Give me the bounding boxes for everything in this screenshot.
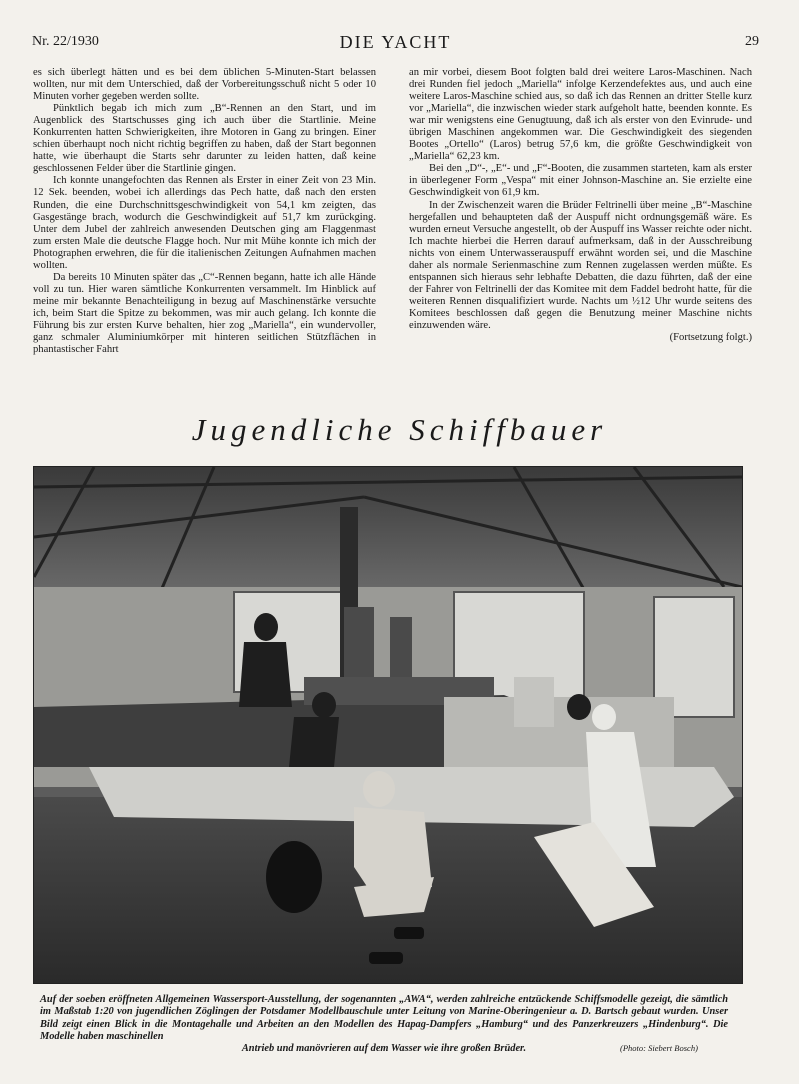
workshop-photo — [33, 466, 743, 984]
caption-text: Auf der soeben eröffneten Allgemeinen Wassersport-Ausstellung, der sogenannten „AWA“, werden zahlreiche entzückende Schiffsmodelle gezeigt, die sämtlich im Maßstab 1:20 von jugendlichen Zöglingen der Potsdamer Modellbauschule unter Leitung von Marine-Oberingenieur a. D. Bartsch gebaut wurden. Unser Bild zeigt einen Blick in die Montagehalle und Arbeiten an den Modellen des Hapag-Dampfers „Hamburg“ und des Panzerkreuzers „Hindenburg“. Die Modelle haben maschinellen — [40, 994, 728, 1042]
article-columns — [33, 67, 771, 392]
article-title: Jugendliche Schiffbauer — [191, 412, 608, 447]
magazine-title: DIE YACHT — [339, 32, 452, 52]
paragraph: Pünktlich begab ich mich zum „B“-Rennen an den Start, und im Augenblick des Startschusses ging ich auch über die Startlinie. Meine Konkurrenten hatten Schwierigkeiten, ihre Motoren in Gang zu bringen. Einer schien überhaupt noch nicht richtig begriffen zu haben, daß der Start begonnen hatte, wie überhaupt die Starts sehr darunter zu leiden hatten, daß keine geschlossenen Felder über die Startlinie gingen. — [33, 103, 376, 175]
photo-credit: (Photo: Siebert Bosch) — [620, 1043, 698, 1053]
page-number: 29 — [745, 34, 759, 49]
issue-number: Nr. 22/1930 — [32, 34, 99, 49]
paragraph: es sich überlegt hätten und es bei dem üblichen 5-Minuten-Start belassen wollten, nur mit dem Unterschied, daß der Vorbereitungsschuß nicht 5 oder 10 Minuten vorher gegeben werden sollte. — [33, 67, 376, 103]
right-column — [409, 67, 752, 344]
left-column — [33, 67, 376, 356]
paragraph: Ich konnte unangefochten das Rennen als Erster in einer Zeit von 23 Min. 12 Sek. beenden, wobei ich allerdings das Pech hatte, daß nach den ersten Runden, die eine Durchschnittsgeschwindigkeit von 54,1 km zeigten, das Gasgestänge brach, wodurch die Geschwindigkeit auf 51,7 km zurückging. Unter dem Jubel der zahlreich anwesenden Deutschen ging am Flaggenmast zum ersten Male die deutsche Flagge hoch. Nur mit Mühe konnte ich mich der Photographen erwehren, die für die italienischen Zeitungen Aufnahmen machen wollten. — [33, 175, 376, 271]
caption-last-line: Antrieb und manövrieren auf dem Wasser wie ihre großen Brüder. — [241, 1043, 527, 1055]
continuation-note: (Fortsetzung folgt.) — [669, 332, 752, 344]
page-header — [32, 30, 759, 52]
paragraph: an mir vorbei, diesem Boot folgten bald drei weitere Laros-Maschinen. Nach drei Runden fiel jedoch „Mariella“ infolge Kerzendefektes aus, und auch eine weitere Laros-Maschine schied aus, so daß ich das Rennen an dritter Stelle kurz vor „Mariella“, die inzwischen wieder stark aufgeholt hatte, beenden konnte. Es war mir wenigstens eine Genugtuung, daß ich als erster von den Evinrude- und übrigen Maschinen angekommen war. Die Geschwindigkeit des siegenden Bootes „Ortello“ (Laros) betrug 57,6 km, die größte Geschwindigkeit von „Mariella“ 62,23 km. — [409, 67, 752, 163]
paragraph: In der Zwischenzeit waren die Brüder Feltrinelli über meine „B“-Maschine hergefallen und behaupteten daß der Auspuff nicht ordnungsgemäß wäre. Es wurden erneut Versuche angestellt, ob der Auspuff ins Wasser reichte oder nicht. Ich machte hierbei die Herren darauf aufmerksam, daß in der Ausschreibung nichts von einem Unterwasserauspuff erwähnt worden sei, und die Maschine daher als normale Serienmaschine zum Rennen zugelassen werden müßte. Es entspannen sich hieraus sehr lebhafte Debatten, die dazu führten, daß der eine der Fahrer von Feltrinelli der das Komitee mit dem Faddel bedroht hatte, für die weiteren Rennen disqualifiziert wurde. Nachts um ½12 Uhr wurde seitens des Komitees beschlossen daß gegen die Benutzung meiner Maschine nichts einzuwenden wäre. — [409, 199, 752, 331]
paragraph: Bei den „D“-, „E“- und „F“-Booten, die zusammen starteten, kam als erster in überlegener Form „Vespa“ mit einer Johnson-Maschine an. Sie erzielte eine Geschwindigkeit von 61,9 km. — [409, 163, 752, 199]
paragraph: Da bereits 10 Minuten später das „C“-Rennen begann, hatte ich alle Hände voll zu tun. Hier waren sämtliche Konkurrenten versammelt. Im Hinblick auf meine mir bekannte Benachteiligung in bezug auf Maschinenstärke versuchte ich, beim Start die Spitze zu bekommen, was mir auch gelang. Ich konnte die Führung bis zur ersten Kurve behalten, hier zog „Mariella“, ein wundervoller, ganz schmaler Aluminiumkörper mit hinteren seitlichen Stützflächen in phantastischer Fahrt — [33, 271, 376, 356]
